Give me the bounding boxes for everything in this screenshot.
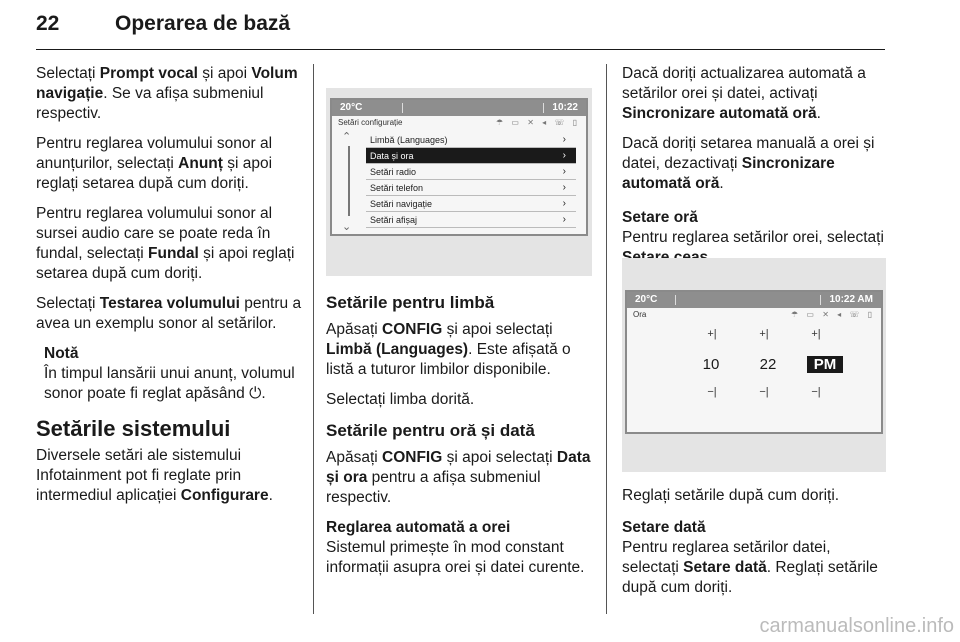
paragraph: Reglați setările după cum doriți.	[622, 487, 840, 504]
column-left	[36, 64, 304, 516]
section-heading: Setările sistemului	[36, 416, 231, 441]
chevron-right-icon: ›	[562, 214, 566, 225]
clock-screenshot	[622, 258, 886, 472]
scroll-up-icon[interactable]: ⌃	[342, 131, 352, 143]
text: Pentru reglarea setărilor orei, selectați	[622, 229, 884, 246]
text: Pentru reglarea setărilor datei, selectați	[622, 539, 831, 576]
scroll-down-icon[interactable]: ⌄	[342, 221, 352, 233]
ampm-plus-button[interactable]: +|	[811, 328, 821, 340]
menu-label: Setări telefon	[370, 183, 424, 193]
paragraph	[622, 538, 888, 598]
screen-subtitle	[627, 308, 881, 322]
paragraph	[36, 134, 304, 194]
paragraph	[36, 294, 304, 334]
term: Fundal	[148, 245, 199, 262]
text: și apoi reglați setarea după cum doriți.	[36, 155, 273, 192]
temperature: 20°C	[635, 294, 658, 305]
chevron-right-icon: ›	[562, 182, 566, 193]
chevron-right-icon: ›	[562, 134, 566, 145]
status-icons: ☂ ▭ ✕ ◂ ☏ ▯	[496, 118, 580, 127]
note-text	[44, 364, 304, 404]
page-number: 22	[36, 12, 60, 35]
term: Volum navigație	[36, 65, 298, 102]
paragraph	[622, 64, 888, 124]
paragraph	[36, 446, 304, 506]
text: pentru a avea un exemplu sonor al setărilor.	[36, 295, 302, 332]
text: Apăsați	[326, 449, 383, 466]
term: Data și ora	[326, 449, 591, 486]
text: Selectați	[36, 295, 100, 312]
text: și apoi	[197, 65, 252, 82]
text: În timpul lansării unui anunț, volumul sonor poate fi reglat apăsând	[44, 365, 295, 402]
text: Apăsați	[326, 321, 383, 338]
term: Testarea volumului	[99, 295, 240, 312]
paragraph	[622, 134, 888, 194]
menu-item-phone[interactable]	[366, 180, 576, 196]
menu-item-date-time[interactable]	[366, 148, 576, 164]
text: și apoi reglați setarea după cum doriți.	[36, 245, 295, 282]
status-bar	[332, 100, 586, 116]
status-separator	[402, 103, 403, 113]
clock: 10:22 AM	[829, 294, 873, 305]
decrement-row	[699, 386, 829, 398]
menu-label: Setări radio	[370, 167, 417, 177]
text: și apoi selectați	[442, 449, 557, 466]
text: Dacă doriți setarea manuală a orei și datei, dezactivați	[622, 135, 875, 172]
term: Sincronizare automată oră	[622, 155, 835, 192]
text: Pentru reglarea volumului sonor al sursei audio care se poate reda în fundal, selectați	[36, 205, 273, 262]
column-right	[622, 64, 888, 278]
term: Limbă (Languages)	[326, 341, 469, 358]
column-divider	[313, 64, 314, 614]
heading-time-date: Setările pentru oră și dată	[326, 421, 535, 440]
status-separator	[820, 295, 821, 305]
text: .	[268, 487, 273, 504]
clock-editor	[627, 322, 881, 422]
text: Diversele setări ale sistemului Infotainment pot fi reglate prin intermediul aplicației	[36, 447, 242, 504]
text: .	[816, 105, 821, 122]
menu-item-language[interactable]	[366, 132, 576, 148]
note-box	[36, 344, 304, 404]
heading-language: Setările pentru limbă	[326, 293, 495, 312]
term: Configurare	[180, 487, 269, 504]
status-bar	[627, 292, 881, 308]
minute-plus-button[interactable]: +|	[759, 328, 769, 340]
menu-label: Setări afișaj	[370, 215, 418, 225]
status-separator	[675, 295, 676, 305]
time-values	[693, 356, 843, 373]
subheading-auto-time: Reglarea automată a orei	[326, 519, 511, 536]
text: Dacă doriți actualizarea automată a setărilor orei și datei, activați	[622, 65, 866, 102]
settings-menu	[366, 132, 576, 228]
power-icon: ⏻	[249, 385, 262, 402]
minute-value[interactable]: 22	[759, 356, 777, 373]
text: Selectați	[36, 65, 100, 82]
display-screen	[625, 290, 883, 434]
scrollbar[interactable]	[348, 146, 350, 216]
watermark: carmanualsonline.info	[759, 615, 954, 637]
hour-plus-button[interactable]: +|	[707, 328, 717, 340]
paragraph: Sistemul primește în mod constant informații asupra orei și datei curente.	[326, 539, 585, 576]
paragraph	[36, 204, 304, 284]
text: . Reglați setările după cum doriți.	[622, 559, 878, 596]
settings-screenshot	[326, 88, 592, 276]
menu-label: Data și ora	[370, 151, 414, 161]
menu-item-display[interactable]	[366, 212, 576, 228]
minute-minus-button[interactable]: −|	[759, 386, 769, 398]
menu-item-radio[interactable]	[366, 164, 576, 180]
column-right-lower	[622, 486, 888, 608]
subtitle-text: Ora	[633, 310, 647, 319]
menu-label: Limbă (Languages)	[370, 135, 448, 145]
chevron-right-icon: ›	[562, 198, 566, 209]
paragraph	[326, 448, 594, 508]
status-icons: ☂ ▭ ✕ ◂ ☏ ▯	[791, 310, 875, 319]
menu-label: Setări navigație	[370, 199, 433, 209]
term: Prompt vocal	[99, 65, 198, 82]
screen-subtitle	[332, 116, 586, 130]
text: și apoi selectați	[442, 321, 553, 338]
column-middle	[326, 292, 594, 588]
paragraph: Selectați limba dorită.	[326, 391, 475, 408]
subheading-set-time: Setare oră	[622, 209, 698, 226]
status-separator	[543, 103, 544, 113]
text: Pentru reglarea volumului sonor al anunțurilor, selectați	[36, 135, 273, 172]
text: pentru a afișa submeniul respectiv.	[326, 469, 541, 506]
term: Anunț	[178, 155, 223, 172]
ampm-value[interactable]: PM	[807, 356, 843, 373]
text: .	[719, 175, 724, 192]
increment-row	[699, 328, 829, 340]
page-header	[36, 12, 885, 50]
chevron-right-icon: ›	[562, 166, 566, 177]
term: Sincronizare automată oră	[622, 105, 817, 122]
text: .	[261, 385, 266, 402]
term: Setare dată	[683, 559, 767, 576]
note-title: Notă	[44, 345, 79, 362]
term: CONFIG	[382, 321, 443, 338]
chevron-right-icon: ›	[562, 150, 566, 161]
section-title: Operarea de bază	[115, 12, 291, 35]
subtitle-text: Setări configurație	[338, 118, 403, 127]
text: . Este afișată o listă a tuturor limbilor disponibile.	[326, 341, 571, 378]
hour-minus-button[interactable]: −|	[707, 386, 717, 398]
ampm-minus-button[interactable]: −|	[811, 386, 821, 398]
subheading-set-date: Setare dată	[622, 519, 706, 536]
display-screen	[330, 98, 588, 236]
paragraph	[36, 64, 304, 124]
temperature: 20°C	[340, 102, 363, 113]
hour-value[interactable]: 10	[702, 356, 720, 373]
column-divider	[606, 64, 607, 614]
term: CONFIG	[382, 449, 443, 466]
clock: 10:22	[552, 102, 578, 113]
paragraph	[326, 320, 594, 380]
text: . Se va afișa submeniul respectiv.	[36, 85, 264, 122]
menu-item-navigation[interactable]	[366, 196, 576, 212]
